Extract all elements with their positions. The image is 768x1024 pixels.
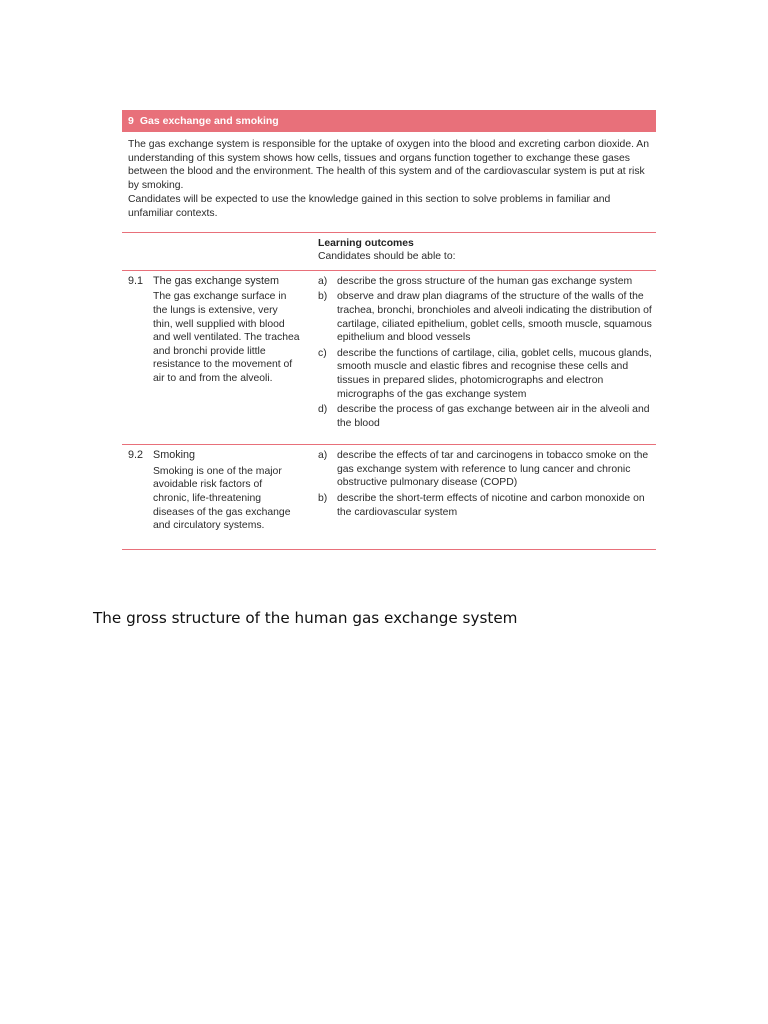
outcome-text: describe the gross structure of the human gas exchange system — [337, 275, 633, 287]
topic-number: 9.1 — [128, 274, 144, 287]
intro-paragraph: The gas exchange system is responsible for the uptake of oxygen into the blood and excreting carbon dioxide. An understanding of this system shows how cells, tissues and organs function together to exchange these gases between the blood and the environment. The health of this system and of the cardiovascular system is put at risk by smoking. — [128, 139, 650, 191]
page-heading: The gross structure of the human gas exchange system — [93, 609, 518, 627]
outcome-text: describe the process of gas exchange between air in the alveoli and the blood — [337, 404, 650, 429]
learning-outcomes-subtitle: Candidates should be able to: — [318, 251, 456, 263]
syllabus-excerpt — [122, 110, 656, 550]
outcome-letter: c) — [318, 347, 327, 359]
outcome-item — [318, 449, 652, 490]
outcomes-list — [318, 449, 656, 533]
topic-heading — [128, 449, 318, 463]
topic-title: Smoking — [153, 449, 196, 462]
outcome-text: describe the effects of tar and carcinogens in tobacco smoke on the gas exchange system with reference to lung cancer and chronic obstructive pulmonary disease (COPD) — [337, 450, 649, 489]
learning-outcomes-title: Learning outcomes — [318, 237, 414, 249]
outcome-item — [318, 347, 652, 401]
outcome-text: observe and draw plan diagrams of the structure of the walls of the trachea, bronchi, bronchioles and alveoli indicating the distribution of cartilage, ciliated epithelium, goblet cells, smooth muscle, squamous epithelium and blood vessels — [337, 291, 652, 344]
outcome-letter: b) — [318, 291, 328, 303]
outcome-letter: b) — [318, 493, 328, 505]
outcome-item — [318, 403, 652, 430]
section-header-bar — [122, 110, 656, 132]
outcomes-list — [318, 275, 656, 433]
topic-heading — [128, 275, 318, 289]
outcome-letter: d) — [318, 404, 328, 416]
outcome-letter: a) — [318, 450, 328, 462]
section-intro — [122, 132, 656, 221]
intro-paragraph: Candidates will be expected to use the knowledge gained in this section to solve problems in familiar and unfamiliar contexts. — [128, 194, 611, 219]
topic-description: The gas exchange surface in the lungs is extensive, very thin, well supplied with blood and well ventilated. The trachea and bronchi provide little resistance to the movement of air to and from the alveoli. — [153, 291, 300, 384]
outcome-text: describe the functions of cartilage, cilia, goblet cells, mucous glands, smooth muscle and elastic fibres and recognise these cells and tissues in prepared slides, photomicrographs and electron micrographs of the gas exchange system — [337, 347, 652, 400]
learning-outcomes-header — [122, 233, 656, 270]
topic-description: Smoking is one of the major avoidable risk factors of chronic, life-threatening diseases of the gas exchange and circulatory systems. — [153, 465, 291, 532]
topic-number: 9.2 — [128, 449, 144, 462]
topic-cell — [122, 275, 318, 433]
outcome-item — [318, 492, 652, 519]
topic-row — [122, 271, 656, 445]
outcome-letter: a) — [318, 275, 328, 287]
outcome-item — [318, 290, 652, 344]
topic-row — [122, 445, 656, 549]
section-title: Gas exchange and smoking — [139, 115, 279, 127]
outcome-item — [318, 275, 652, 289]
topic-title: The gas exchange system — [153, 274, 280, 287]
outcome-text: describe the short-term effects of nicotine and carbon monoxide on the cardiovascular system — [337, 493, 645, 518]
section-number: 9 — [128, 115, 134, 127]
divider-rule — [122, 549, 656, 550]
topic-cell — [122, 449, 318, 533]
